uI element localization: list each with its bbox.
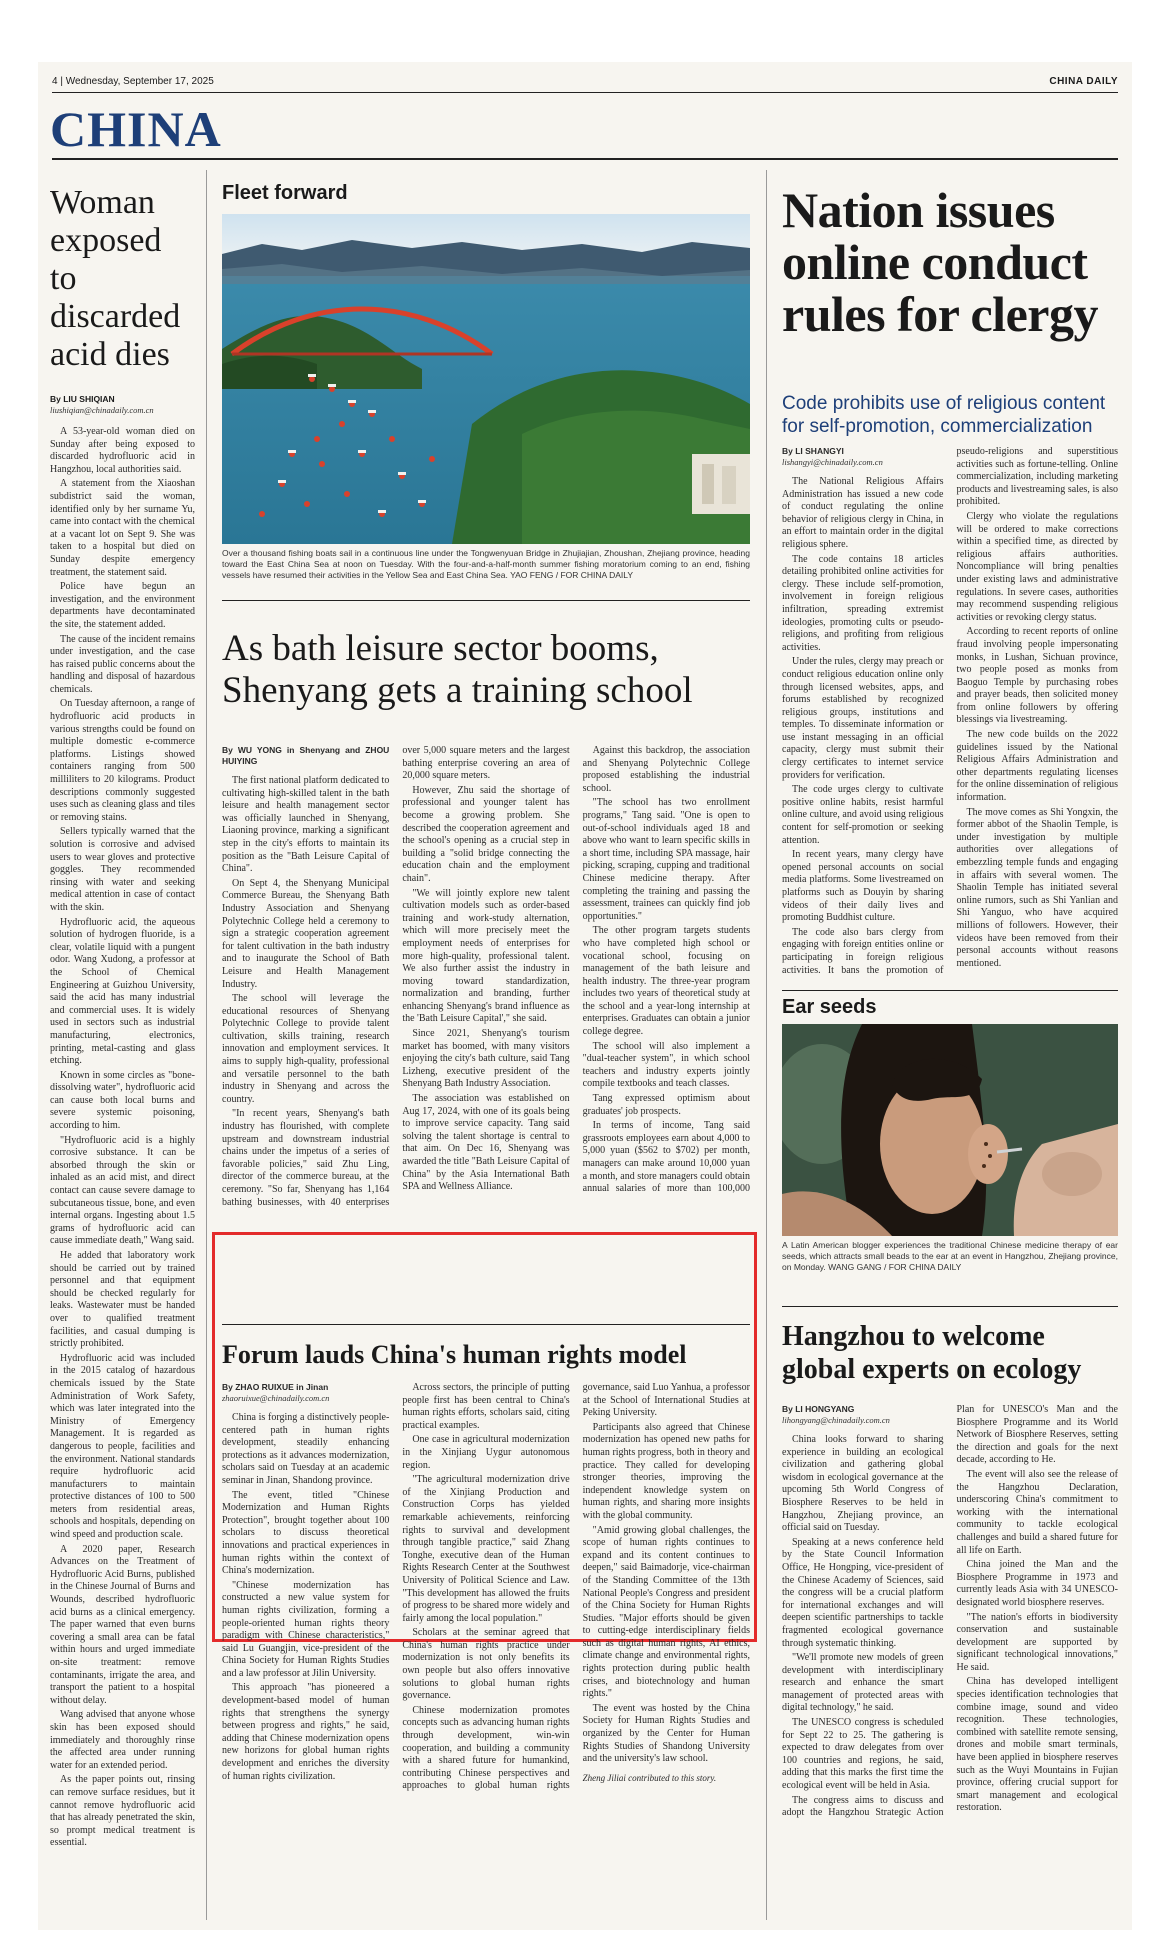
paragraph: The National Religious Affairs Administration has issued a new code of conduct regulating the online behavior of religious clergy in China, in an effort to maintain order in the digital religious sphere.	[782, 476, 944, 550]
paragraph: The new code builds on the 2022 guidelines issued by the National Religious Affairs Administration and other departments regulating licenses for the online dissemination of religious information.	[956, 729, 1118, 804]
nation-story-byline: By LI SHANGYI	[782, 446, 844, 456]
paragraph: Police have begun an investigation, and the environment departments have decontaminated the site, the statement added.	[50, 581, 195, 630]
section-rule	[52, 158, 1118, 160]
paragraph: The school will also implement a "dual-teacher system", in which school teachers and industry experts jointly compile textbooks and teach classes.	[582, 1040, 750, 1090]
paragraph: The code contains 18 articles detailing prohibited online activities for clergy. These include self-promotion, involvement in foreign religious infiltration, spreading extremist ideologies, promoting cults or pseudo-religions, and profiting from religious activities.	[782, 553, 944, 653]
paragraph: China joined the Man and the Biosphere Programme in 1973 and currently leads Asia with 34 UNESCO-designated world biosphere reserves.	[956, 1559, 1118, 1608]
forum-story-byline: By ZHAO RUIXUE in Jinan	[222, 1382, 329, 1392]
paragraph: "We'll promote new models of green development with interdisciplinary research and enhance the smart management of protected areas with digital technology," he said.	[782, 1652, 944, 1714]
paragraph: Clergy who violate the regulations will be ordered to make corrections within a specified time, as directed by religious affairs authorities. Noncompliance will bring penalties under existing laws and administrative regulations. In severe cases, authorities may recommend suspending religious activities or revoking clergy status.	[956, 510, 1118, 623]
hangzhou-story-byline: By LI HONGYANG	[782, 1404, 855, 1414]
paragraph: "Chinese modernization has constructed a new value system for human rights civilization, forming a people-oriented human rights theory paradigm with Chinese characteristics," said Lu Guangjin, vice-president of the China Society for Human Rights Studies and a law professor at Jilin University.	[222, 1579, 390, 1679]
left-story-email: liushiqian@chinadaily.com.cn	[50, 405, 154, 415]
nation-story-headline: Nation issues online conduct rules for clergy	[782, 182, 1098, 342]
paragraph: "The school has two enrollment programs," Tang said. "One is open to out-of-school individuals aged 18 and above who want to learn specific skills in a short time, including SPA massage, hair picking, scraping, cupping and traditional Chinese medicine therapy. After completing the training and passing the assessment, trainees can quickly find job opportunities."	[582, 797, 750, 922]
fleet-rule	[222, 600, 750, 601]
nation-story-subheadline: Code prohibits use of religious content for self-promotion, commercialization	[782, 393, 1106, 437]
paragraph: "In recent years, Shenyang's bath industry has flourished, with complete upstream and downstream industrial chains under the impetus of a series of favorable policies," said Zhu Ling, director of the commerce bureau, at the ceremony. "So far, Shenyang has 1,164 bathing businesses, with 40 enterprises over 5,000 square meters and the largest bathing enterprise covering an area of 20,000 square meters.	[222, 745, 570, 1208]
paragraph: "We will jointly explore new talent cultivation models such as order-based training and work-study alternation, which will more precisely meet the employment needs of enterprises for more high-quality, professional talent. We also further assist the industry in moving toward standardization, normalization and branding, further enhancing Shenyang's brand influence as the 'Bath Leisure Capital'," she said.	[402, 887, 570, 1025]
forum-story-headline: Forum lauds China's human rights model	[222, 1340, 687, 1369]
paragraph: A 53-year-old woman died on Sunday after being exposed to discarded hydrofluoric acid in Hangzhou, local authorities said.	[50, 426, 195, 475]
paragraph: "Amid growing global challenges, the scope of human rights continues to expand and its content continues to deepen," said Baimadorje, vice-chairman of the Standing Committee of the 13th National People's Congress and president of the China Society for Human Rights Studies. "Major efforts should be given to cutting-edge interdisciplinary fields such as digital human rights, AI ethics, climate change and environmental rights, rights protection during public health crises, and biotechnology and human rights."	[582, 1524, 750, 1700]
column-divider-right	[766, 170, 767, 1920]
paragraph: The UNESCO congress is scheduled for Sept 22 to 25. The gathering is expected to draw delegates from over 100 countries and regions, he said, adding that this marks the first time the ecological event will be held in Asia.	[782, 1717, 944, 1792]
paragraph: Hydrofluoric acid was included in the 2015 catalog of hazardous chemicals issued by the State Administration of Work Safety, which was later integrated into the Ministry of Emergency Management. It is regarded as dangerous to people, facilities and the environment. National standards require hydrofluoric acid manufacturers to maintain protective distances of 100 to 500 meters from residential areas, schools and hospitals, depending on wind speed and production scale.	[50, 1352, 195, 1541]
left-story	[50, 184, 195, 1924]
paragraph: On Tuesday afternoon, a range of hydrofluoric acid products in various strengths could be found on multiple domestic e-commerce platforms. Listings showed containers ranging from 500 milliliters to 20 kilograms. Product descriptions commonly suggested uses such as cleaning glass and tiles or removing stains.	[50, 698, 195, 823]
left-story-byline: By LIU SHIQIAN	[50, 394, 115, 404]
paragraph: China is forging a distinctively people-centered path in human rights development, steadily enhancing protections as it advances modernization, scholars said on Tuesday at an academic seminar in Jinan, Shandong province.	[222, 1412, 390, 1486]
paragraph: According to recent reports of online fraud involving people impersonating monks, in Lushan, Sichuan province, two people posed as monks from Baoguo Temple by purchasing robes and prayer beads, then solicited money from online followers by offering blessings via livestreaming.	[956, 626, 1118, 726]
paragraph: One case in agricultural modernization in the Xinjiang Uygur autonomous region.	[402, 1434, 570, 1471]
paragraph: The code urges clergy to cultivate positive online habits, resist harmful online culture, and avoid using religious content for self-promotion or seeking attention.	[782, 784, 944, 846]
paragraph: Under the rules, clergy may preach or conduct religious education online only through licensed websites, apps, and forums established by recognized religious groups, institutions and temples. To disseminate information or use instant messaging in an official capacity, clergy must submit their clergy certificates to internet service providers for verification.	[782, 656, 944, 781]
hangzhou-story-email: lihongyang@chinadaily.com.cn	[782, 1415, 890, 1425]
paragraph: A 2020 paper, Research Advances on the Treatment of Hydrofluoric Acid Burns, published in the Chinese Journal of Burns and Wounds, described hydrofluoric acid burns as a clinical emergency. The paper warned that even burns covering a small area can be fatal within hours and urged immediate on-site treatment: remove contaminants, irrigate the area, and transport the patient to a hospital without delay.	[50, 1543, 195, 1706]
masthead-strip	[52, 76, 1118, 90]
paragraph: The event will also see the release of the Hangzhou Declaration, underscoring China's commitment to working with the international community to tackle ecological challenges and build a shared future for all life on Earth.	[956, 1468, 1118, 1556]
paragraph: In recent years, many clergy have opened personal accounts on social media platforms. Some livestreamed on platforms such as Douyin by sharing videos of their daily lives and promoting Buddhist culture.	[782, 849, 944, 924]
fleet-photo	[222, 214, 750, 544]
paragraph: The move comes as Shi Yongxin, the former abbot of the Shaolin Temple, is under investigation by multiple authorities over allegations of embezzling temple funds and engaging in affairs with several women. The Shaolin Temple has initiated several online rumors, such as Shi Yanlian and Shi Yanguo, who have acquired millions of followers. However, their videos have been removed from their personal accounts without reasons mentioned.	[956, 806, 1118, 969]
paragraph: Across sectors, the principle of putting people first has been central to China's human rights efforts, scholars said, citing practical examples.	[402, 1382, 570, 1431]
paragraph: Known in some circles as "bone-dissolving water", hydrofluoric acid can cause both local burns and severe systemic poisoning, according to him.	[50, 1069, 195, 1132]
paragraph: In terms of income, Tang said grassroots employees earn about 4,000 to 5,000 yuan ($562 to $702) per month, managers can make around 10,000 yuan a month, and store managers could obtain annual salaries of more than 100,000	[582, 1120, 750, 1195]
paragraph: Chinese modernization promotes concepts such as advancing human rights through development, win-win cooperation, and building a community with a shared future for humankind, contributing Chinese perspectives and approaches to global human rights governance, said Luo Yanhua, a professor at the School of International Studies at Peking University.	[402, 1382, 750, 1792]
left-story-body	[50, 426, 195, 1850]
nation-story-body	[782, 446, 1118, 986]
paragraph: Sellers typically warned that the solution is corrosive and advised users to wear gloves and protective goggles. They recommended rinsing with water and seeking medical attention in case of contact with the skin.	[50, 826, 195, 913]
hangzhou-rule	[782, 1306, 1118, 1307]
paragraph: Since 2021, Shenyang's tourism market has boomed, with many visitors enjoying the city's bath culture, said Tang Lizheng, executive president of the Shenyang Bath Industry Association.	[402, 1028, 570, 1090]
paragraph: China has developed intelligent species identification technologies that combine image, sound and video recognition. These technologies, combined with satellite remote sensing, drones and mobile smart terminals, have been applied in biosphere reserves such as the Wuyi Mountains in Fujian province, offering crucial support for smart management and ecological restoration.	[956, 1676, 1118, 1814]
paragraph: Tang expressed optimism about graduates' job prospects.	[582, 1093, 750, 1117]
fishing-boats-illustration	[222, 214, 750, 544]
paragraph: The school will leverage the educational resources of Shenyang Polytechnic College to provide talent cultivation, skills training, research innovation and employment services. It aims to supply high-quality, professional and versatile personnel to the bath industry in Shenyang and across the country.	[222, 993, 390, 1105]
paragraph: He added that laboratory work should be carried out by trained personnel and that equipment should be checked regularly for leaks. Wastewater must be handed over to qualified treatment facilities, and casual dumping is strictly prohibited.	[50, 1250, 195, 1350]
paragraph: Speaking at a news conference held by the State Council Information Office, He Hongping, vice-president of the Chinese Academy of Sciences, said the congress will be a crucial platform for international exchanges and will deepen scientific partnerships to tackle fragmented ecological governance through systematic thinking.	[782, 1536, 944, 1649]
masthead-rule	[52, 92, 1118, 93]
forum-rule	[222, 1324, 750, 1325]
forum-story-body	[222, 1382, 750, 1917]
ear-seeds-illustration	[782, 1024, 1118, 1236]
paragraph: As the paper points out, rinsing can remove surface residues, but it cannot remove hydrofluoric acid that has already penetrated the skin, so prompt medical treatment is essential.	[50, 1774, 195, 1849]
hangzhou-story-body	[782, 1404, 1118, 1924]
paragraph: The cause of the incident remains under investigation, and the case has raised public concerns about the handling and disposal of hazardous chemicals.	[50, 633, 195, 695]
paragraph: However, Zhu said the shortage of professional and younger talent has become a growing problem. She described the cooperation agreement and the school's opening as a crucial step in building a "solid bridge connecting the education chain and the employment chain".	[402, 784, 570, 884]
ear-seeds-caption: A Latin American blogger experiences the traditional Chinese medicine therapy of ear seeds, which attracts small beads to the ear at an event in Hangzhou, Zhejiang province, on Monday. WANG GANG / FOR CHINA DAILY	[782, 1240, 1118, 1272]
ear-seeds-photo	[782, 1024, 1118, 1236]
paragraph: Participants also agreed that Chinese modernization has opened new paths for human rights progress, both in theory and practice. They called for developing stronger theories, improving the independent knowledge system on human rights, and sharing more insights with the global community.	[582, 1421, 750, 1521]
paragraph: "The agricultural modernization drive of the Xinjiang Production and Construction Corps has yielded remarkable achievements, reinforcing rights to survival and development through tangible practice," said Zhang Tonghe, executive dean of the Human Rights Research Center at the Southwest University of Political Science and Law. "This development has allowed the fruits of progress to be shared more widely and fairly among the local population."	[402, 1474, 570, 1624]
paragraph: On Sept 4, the Shenyang Municipal Commerce Bureau, the Shenyang Bath Industry Association and Shenyang Polytechnic College held a ceremony to sign a strategic cooperation agreement for talent cultivation in the bath industry and to inaugurate the School of Bath Leisure and Health Management Industry.	[222, 877, 390, 990]
nation-story-email: lishangyi@chinadaily.com.cn	[782, 457, 883, 467]
paragraph: The other program targets students who have completed high school or vocational school, focusing on management of the bath leisure and health industry. The three-year program includes two years of theoretical study at the school and a year-long internship at enterprises. Graduates can obtain a junior college degree.	[582, 925, 750, 1038]
paragraph: The first national platform dedicated to cultivating high-skilled talent in the bath leisure and health management sector was officially launched in Shenyang, Liaoning province, marking a significant step in the city's efforts to maintain its position as the "Bath Leisure Capital of China".	[222, 775, 390, 875]
fleet-photo-caption: Over a thousand fishing boats sail in a continuous line under the Tongwenyuan Bridge in Zhujiajian, Zhoushan, Zhejiang province, heading toward the East China Sea at noon on Tuesday. With the four-and-a-half-month summer fishing moratorium coming to an end, fishing vessels have resumed their activities in the Yellow Sea and East China Sea. YAO FENG / FOR CHINA DAILY	[222, 548, 750, 580]
paragraph: The congress aims to discuss and adopt the Hangzhou Strategic Action Plan for UNESCO's Man and the Biosphere Programme and its World Network of Biosphere Reserves, setting the direction and goals for the next decade, according to He.	[782, 1404, 1118, 1819]
paragraph: "The nation's efforts in biodiversity conservation and sustainable development are supported by significant technological innovations," He said.	[956, 1611, 1118, 1673]
forum-story-contribution: Zheng Jiliai contributed to this story.	[582, 1772, 717, 1783]
paragraph: Scholars at the seminar agreed that China's human rights practice under modernization is not only benefits its own people but also offers innovative solutions to global human rights governance.	[402, 1627, 570, 1702]
fleet-photo-label: Fleet forward	[222, 182, 348, 204]
paragraph: The association was established on Aug 17, 2024, with one of its goals being to improve service capacity. Tang said solving the talent shortage is central to that aim. On Dec 16, Shenyang was awarded the title "Bath Leisure Capital of China" by the Asia International Bath SPA and Wellness Alliance.	[402, 1093, 570, 1193]
section-title: CHINA	[50, 101, 222, 157]
paragraph: Hydrofluoric acid, the aqueous solution of hydrogen fluoride, is a clear, volatile liquid with a pungent odor. Wang Xudong, a professor at the School of Chemical Engineering at Guizhou University, said the acid has many industrial and commercial uses. It is widely used in sectors such as industrial manufacturing, electronics, printing, metal-casting and glass etching.	[50, 916, 195, 1067]
left-story-headline: Woman exposed to discarded acid dies	[50, 184, 181, 373]
hangzhou-story-headline: Hangzhou to welcome global experts on ecology	[782, 1321, 1082, 1385]
forum-story-email: zhaoruixue@chinadaily.com.cn	[222, 1393, 330, 1403]
bath-story-body	[222, 745, 750, 1219]
paragraph: A statement from the Xiaoshan subdistrict said the woman, identified only by her surname Yu, came into contact with the chemical at a vacant lot on Sept 9. She was taken to a hospital but died on Sunday despite emergency treatment, the statement said.	[50, 478, 195, 578]
paragraph: The event, titled "Chinese Modernization and Human Rights Protection", brought together about 100 scholars to discuss theoretical innovations and practical experiences in human rights within the context of China's modernization.	[222, 1489, 390, 1577]
page-date: 4 | Wednesday, September 17, 2025	[52, 76, 214, 87]
column-divider-left	[206, 170, 207, 1920]
bath-story-headline: As bath leisure sector booms, Shenyang gets a training school	[222, 628, 693, 711]
paragraph: This approach "has pioneered a development-based model of human rights that strengthens the synergy between progress and rights," he said, adding that Chinese modernization opens new horizons for global human rights development and enriches the diversity of human rights civilization.	[222, 1682, 390, 1782]
ear-seeds-rule	[782, 990, 1118, 991]
bath-story-byline: By WU YONG in Shenyang and ZHOU HUIYING	[222, 745, 390, 766]
paragraph: The event was hosted by the China Society for Human Rights Studies and organized by the Center for Human Rights Studies of Shandong University and the university's law school.	[582, 1702, 750, 1765]
newspaper-page	[38, 62, 1132, 1930]
paragraph: Wang advised that anyone whose skin has been exposed should immediately and thoroughly rinse the affected area under running water for an extended period.	[50, 1709, 195, 1771]
paragraph: Against this backdrop, the association and Shenyang Polytechnic College proposed establishing the industrial school.	[582, 745, 750, 794]
paragraph: China looks forward to sharing experience in building an ecological civilization and gathering global wisdom in ecological governance at the upcoming 5th World Congress of Biosphere Reserves to be held in Hangzhou, Zhejiang province, an official said on Tuesday.	[782, 1434, 944, 1534]
paragraph: "Hydrofluoric acid is a highly corrosive substance. It can be absorbed through the skin or inhaled as an acid mist, and direct contact can cause severe damage to subcutaneous tissue, bone, and even internal organs. Ingesting about 1.5 grams of hydrofluoric acid can cause immediate death," Wang said.	[50, 1134, 195, 1247]
paper-name: CHINA DAILY	[1049, 76, 1118, 87]
ear-seeds-label: Ear seeds	[782, 996, 877, 1018]
paragraph: The code also bars clergy from engaging with foreign entities online or participating in foreign religious activities. It bans the promotion of pseudo-religions and superstitious activities such as fortune-telling. Online commercialization, including marketing products and livestreaming sales, is also prohibited.	[782, 446, 1118, 976]
